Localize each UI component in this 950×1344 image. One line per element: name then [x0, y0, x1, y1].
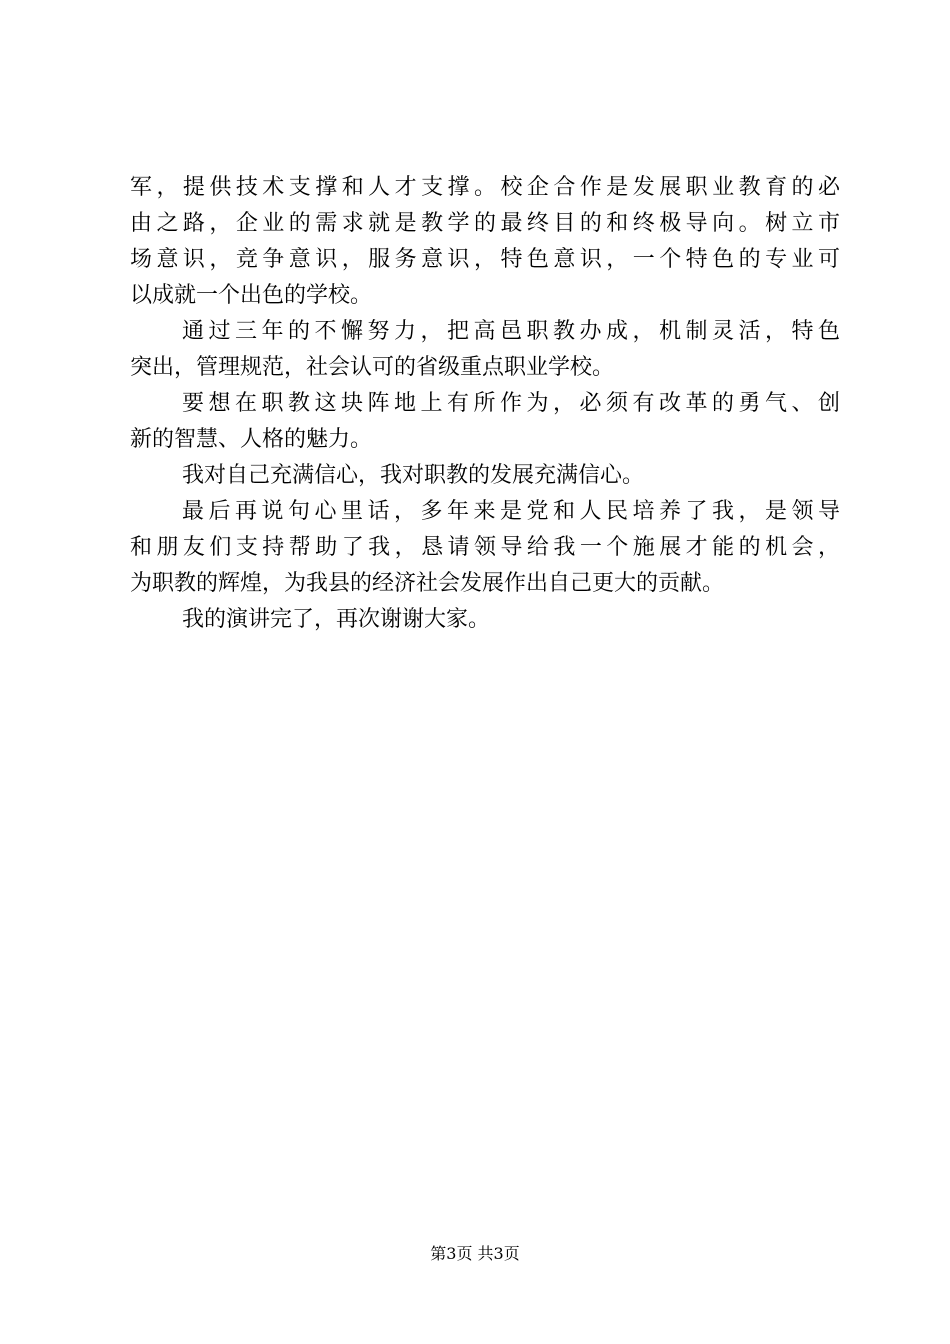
- text-line: 和朋友们支持帮助了我，恳请领导给我一个施展才能的机会，: [130, 535, 840, 560]
- paragraph: [130, 458, 840, 494]
- page-number-footer: 第3页 共3页: [430, 1244, 520, 1263]
- text-line: 军，提供技术支撑和人才支撑。校企合作是发展职业教育的必: [130, 175, 840, 200]
- paragraph: [130, 602, 840, 638]
- paragraph: [130, 170, 840, 314]
- text-line: 场意识，竞争意识，服务意识，特色意识，一个特色的专业可: [130, 247, 840, 272]
- text-line: 通过三年的不懈努力，把高邑职教办成，机制灵活，特色: [182, 319, 840, 344]
- paragraph: [130, 314, 840, 386]
- paragraph: [130, 494, 840, 602]
- text-line: 突出，管理规范，社会认可的省级重点职业学校。: [130, 355, 615, 380]
- text-line: 以成就一个出色的学校。: [130, 283, 373, 308]
- text-line: 为职教的辉煌，为我县的经济社会发展作出自己更大的贡献。: [130, 571, 725, 596]
- text-line: 新的智慧、人格的魅力。: [130, 427, 373, 452]
- text-line: 要想在职教这块阵地上有所作为，必须有改革的勇气、创: [182, 391, 840, 416]
- text-line: 我的演讲完了，再次谢谢大家。: [182, 607, 491, 632]
- document-body: [130, 170, 840, 638]
- text-line: 最后再说句心里话，多年来是党和人民培养了我，是领导: [182, 499, 840, 524]
- text-line: 我对自己充满信心，我对职教的发展充满信心。: [182, 463, 645, 488]
- text-line: 由之路，企业的需求就是教学的最终目的和终极导向。树立市: [130, 211, 840, 236]
- paragraph: [130, 386, 840, 458]
